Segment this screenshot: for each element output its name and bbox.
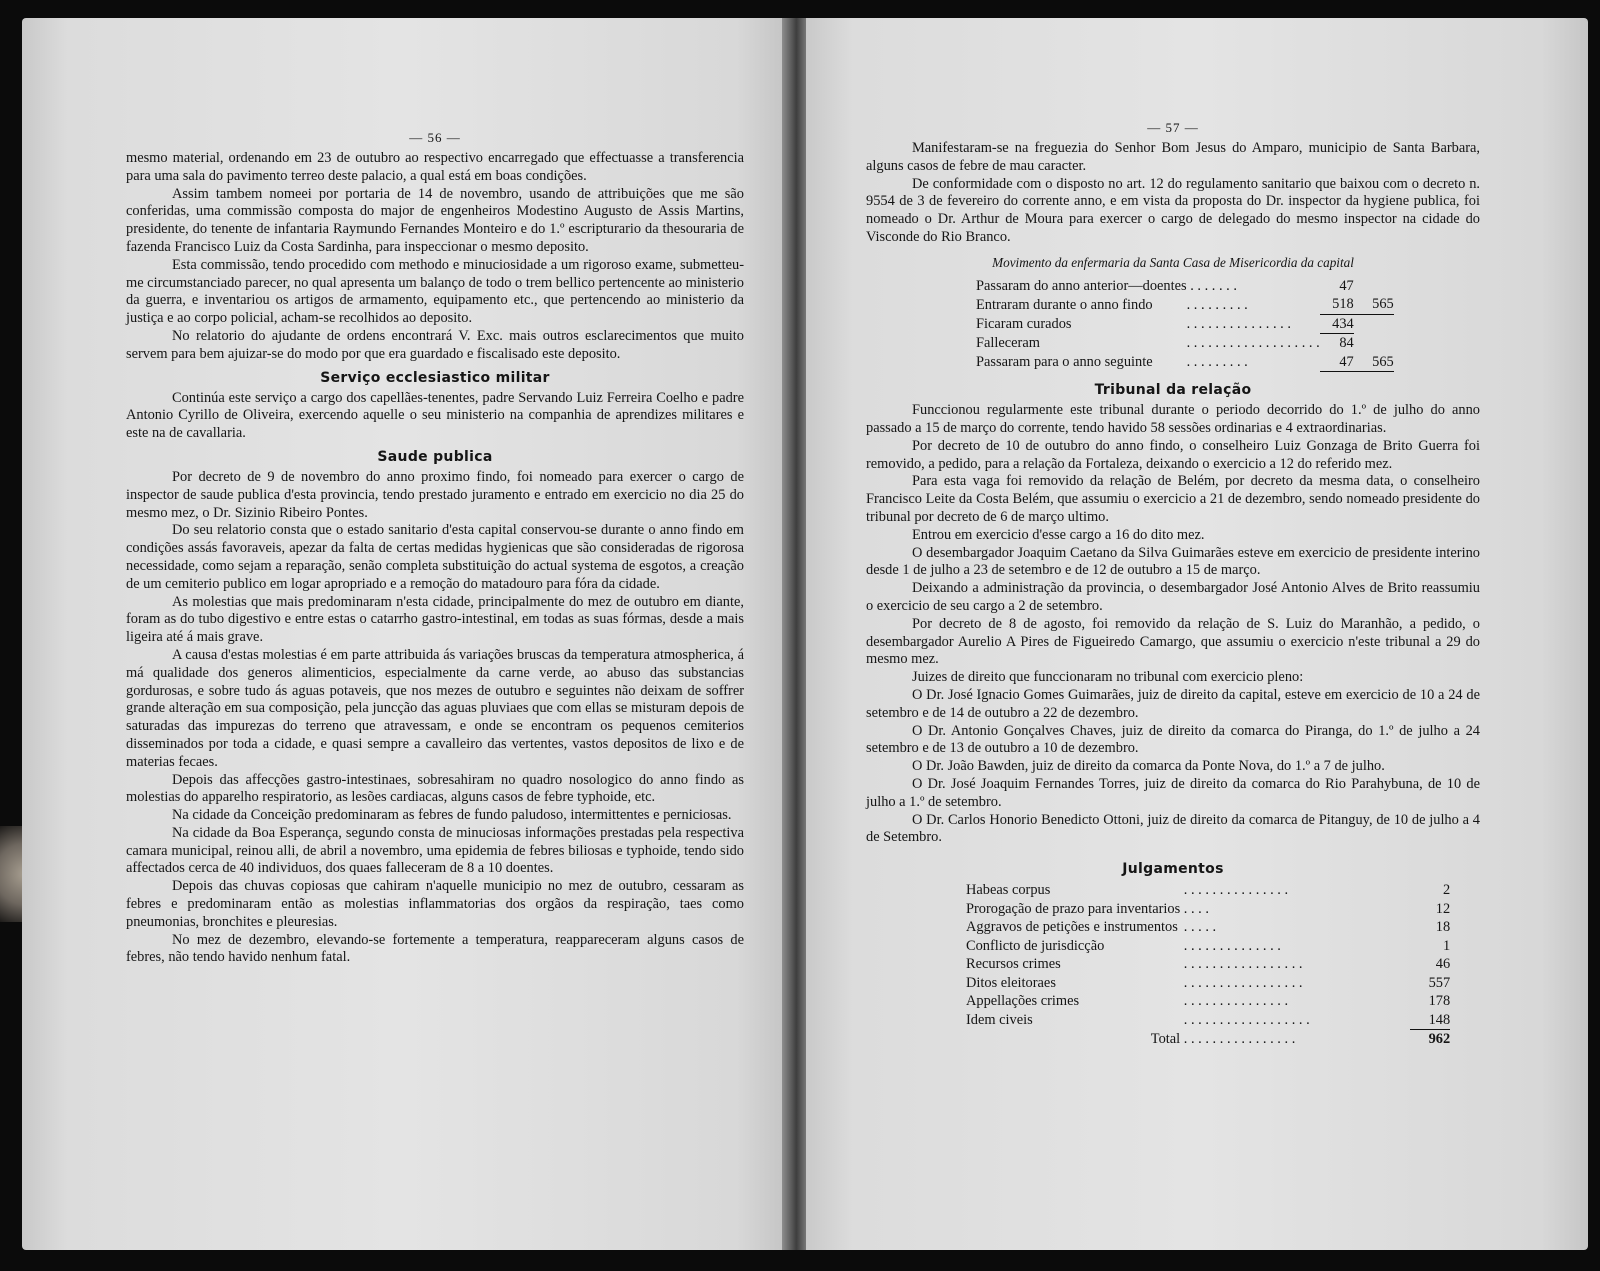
table-row: Prorogação de prazo para inventarios . . . . 12: [966, 900, 1451, 917]
row-label: Aggravos de petições e instrumentos: [966, 919, 1178, 936]
tribunal-section: [866, 402, 1480, 847]
table-row: Aggravos de petições e instrumentos . . . . . 18: [966, 919, 1451, 936]
paragraph: A causa d'estas molestias é em parte attribuida ás variações bruscas da temperatura atmospherica, á má qualidade dos generos alimenticios, especialmente da carne verde, ao abuso das substancias gordurosas, e sobre tudo ás aguas potaveis, que nos mezes de outubro e seguintes não deixam de soffrer grande alteração em sua composição, pela juncção das aguas pluviaes que com ellas se misturam depois de saturadas das impurezas do terreno que atravessam, e onde se encontram os pequenos cemiterios disseminados por toda a cidade, e quasi sempre a cavalleiro das vertentes, vastos depositos de lixo e de materias fecaes.: [126, 646, 744, 770]
table-row: Ficaram curados . . . . . . . . . . . . . . . 434: [976, 314, 1394, 334]
hospital-movement-table: [976, 277, 1394, 373]
table-row: Falleceram . . . . . . . . . . . . . . . . . . . 84: [976, 334, 1394, 353]
total-value: 962: [1428, 1031, 1451, 1048]
intro-section: [126, 150, 744, 364]
row-value: 1: [1442, 937, 1451, 954]
table-row: Conflicto de jurisdicção . . . . . . . . . . . . . . 1: [966, 937, 1451, 954]
page-number: — 56 —: [409, 130, 461, 145]
row-value: 434: [1320, 314, 1354, 334]
paragraph: Juizes de direito que funccionaram no tribunal com exercicio pleno:: [912, 669, 1304, 686]
paragraph: As molestias que mais predominaram n'esta cidade, principalmente do mez de outubro em diante, foram as do tubo digestivo e entre estas o catarrho gastro-intestinal, em todas as suas fórmas, desde a mais ligeira até á mais grave.: [126, 593, 744, 646]
paragraph: Por decreto de 10 de outubro do anno findo, o conselheiro Luiz Gonzaga de Brito Guerra foi removido, a pedido, para a relação da Fortaleza, deixando o exercicio a 12 do referido mez.: [866, 437, 1480, 472]
paragraph: Assim tambem nomeei por portaria de 14 de novembro, usando de attribuições que me são conferidas, uma commissão composta do major de engenheiros Modestino Augusto de Assis Martins, presidente, do tenente de infantaria Raymundo Fernandes Monteiro e do 1.º escripturario da thesouraria de fazenda Francisco Luiz da Costa Sardinha, para inspeccionar o mesmo deposito.: [126, 185, 744, 255]
page-number: — 57 —: [1147, 120, 1199, 135]
row-total: [1354, 334, 1394, 353]
row-value: 178: [1428, 993, 1451, 1010]
paragraph: Entrou em exercicio d'esse cargo a 16 do dito mez.: [912, 526, 1205, 543]
row-label: Entraram durante o anno findo: [976, 296, 1153, 313]
row-label: Ficaram curados: [976, 316, 1072, 333]
table-row: Habeas corpus . . . . . . . . . . . . . . . 2: [966, 882, 1451, 899]
paragraph: O desembargador Joaquim Caetano da Silva Guimarães esteve em exercicio de presidente interino desde 1 de julho a 23 de setembro e de 12 de outubro a 15 de março.: [866, 544, 1480, 579]
row-total: 565: [1372, 296, 1394, 313]
row-label: Passaram para o anno seguinte: [976, 354, 1153, 371]
paragraph: No mez de dezembro, elevando-se fortemente a temperatura, reappareceram alguns casos de febres, não tendo havido nenhum fatal.: [126, 931, 744, 966]
row-value: 47: [1320, 353, 1354, 372]
table-row: Passaram para o anno seguinte . . . . . . . . . 47 565: [976, 353, 1394, 371]
paragraph: Na cidade da Boa Esperança, segundo consta de minuciosas informações prestadas pela respectiva camara municipal, reinou alli, de abril a novembro, uma epidemia de febres biliosas e typhoide, tendo sido affectados cerca de 40 individuos, dos quaes falleceram de 8 a 10 doentes.: [126, 824, 744, 877]
row-value: 46: [1435, 956, 1451, 973]
table-row: Passaram do anno anterior—doentes . . . . . . . 47: [976, 277, 1394, 296]
paragraph: Depois das affecções gastro-intestinaes, sobresahiram no quadro nosologico do anno findo as molestias do apparelho respiratorio, as lesões cardiacas, alguns casos de febre typhoide, etc.: [126, 771, 744, 806]
left-page: [22, 18, 782, 1250]
row-label: Appellações crimes: [966, 993, 1080, 1010]
paragraph: Por decreto de 9 de novembro do anno proximo findo, foi nomeado para exercer o cargo de inspector de saude publica d'esta provincia, tendo prestado juramento e entrado em exercicio no dia 25 do mesmo mez, o Dr. Sizinio Ribeiro Pontes.: [126, 468, 744, 521]
paragraph: mesmo material, ordenando em 23 de outubro ao respectivo encarregado que effectuasse a transferencia para uma sala do pavimento terreo deste palacio, a qual está em boas condições.: [126, 150, 744, 184]
table-row: Appellações crimes . . . . . . . . . . . . . . . 178: [966, 993, 1451, 1010]
row-label: Falleceram: [976, 335, 1040, 352]
row-value: 12: [1435, 900, 1451, 917]
section-heading: Serviço ecclesiastico militar: [320, 369, 550, 386]
row-label: Ditos eleitoraes: [966, 974, 1056, 991]
row-value: 2: [1442, 882, 1451, 899]
book-spine: [782, 18, 806, 1250]
table-row: Entraram durante o anno findo . . . . . . . . . 518 565: [976, 296, 1394, 313]
paragraph: O Dr. Carlos Honorio Benedicto Ottoni, juiz de direito da comarca de Pitanguy, de 10 de julho a 4 de Setembro.: [866, 811, 1480, 846]
row-value: 148: [1410, 1011, 1450, 1030]
section-heading: Julgamentos: [1122, 861, 1224, 878]
paragraph: No relatorio do ajudante de ordens encontrará V. Exc. mais outros esclarecimentos que muito servem para bem ajuizar-se do modo por que era guardado e fiscalisado este deposito.: [126, 327, 744, 362]
paragraph: O Dr. João Bawden, juiz de direito da comarca da Ponte Nova, do 1.º a 7 de julho.: [912, 758, 1385, 775]
paragraph: O Dr. Antonio Gonçalves Chaves, juiz de direito da comarca do Piranga, do 1.º de julho a 24 setembro e de 13 de outubro a 10 de dezembro.: [866, 722, 1480, 757]
row-value: 47: [1339, 277, 1354, 294]
paragraph: Deixando a administração da provincia, o desembargador José Antonio Alves de Brito reassumiu o exercicio de seu cargo a 2 de setembro.: [866, 580, 1480, 615]
section-heading: Saude publica: [377, 448, 493, 465]
paragraph: Funccionou regularmente este tribunal durante o periodo decorrido do 1.º de julho do anno passado a 15 de março do corrente, tendo havido 58 sessões ordinarias e 4 extraordinarias.: [866, 402, 1480, 437]
row-label: Passaram do anno anterior—doentes: [976, 277, 1187, 294]
row-label: Conflicto de jurisdicção: [966, 937, 1105, 954]
row-value: 518: [1332, 296, 1354, 313]
row-total: [1354, 277, 1394, 296]
section-heading: Tribunal da relação: [1094, 382, 1252, 399]
paragraph: O Dr. José Joaquim Fernandes Torres, juiz de direito da comarca do Rio Parahybuna, de 10 de julho a 1.º de setembro.: [866, 776, 1480, 810]
paragraph: Depois das chuvas copiosas que cahiram n'aquelle municipio no mez de outubro, cessaram as febres e predominaram então as molestias inflammatorias dos orgãos da respiração, taes como pneumonias, bronchites e pleuresias.: [126, 878, 744, 930]
paragraph: O Dr. José Ignacio Gomes Guimarães, juiz de direito da capital, esteve em exercicio de 10 a 24 de setembro e de 14 de outubro a 22 de dezembro.: [866, 687, 1480, 721]
total-label: Total: [1150, 1031, 1181, 1048]
paragraph: Para esta vaga foi removido da relação de Belém, por decreto da mesma data, o conselheiro Francisco Leite da Costa Belém, que assumiu o exercicio a 21 de dezembro, sendo nomeado presidente do tribunal por decreto de 6 de março ultimo.: [866, 473, 1480, 526]
paragraph: Esta commissão, tendo procedido com methodo e minuciosidade a um rigoroso exame, submetteu-me circumstanciado parecer, no qual apresenta um balanço de todo o trem bellico pertencente ao ministerio da guerra, e inventariou os artigos de armamento, equipamento etc., que pertencendo ao ministerio da justiça e ao corpo policial, acham-se recolhidos ao deposito.: [126, 256, 744, 327]
paragraph: De conformidade com o disposto no art. 12 do regulamento sanitario que baixou com o decreto n. 9554 de 3 de fevereiro do corrente anno, e em vista da proposta do Dr. inspector da hygiene publica, foi nomeado o Dr. Arthur de Moura para exercer o cargo de delegado do mesmo inspector na cidade do Visconde do Rio Branco.: [866, 175, 1480, 245]
row-value: 557: [1428, 974, 1451, 991]
row-value: 84: [1339, 335, 1354, 352]
paragraph: Do seu relatorio consta que o estado sanitario d'esta capital conservou-se durante o anno findo em condições assás favoraveis, apezar da falta de certas medidas hygienicas que são consideradas de rigorosa necessidade, como sejam a reparação, senão completa substituição do actual systema de esgotos, a creação de um cemiterio publico em logar apropriado e a remoção do matadouro para fóra da cidade.: [126, 522, 744, 592]
row-total: [1354, 314, 1394, 334]
row-label: Prorogação de prazo para inventarios: [966, 900, 1181, 917]
table-row: Idem civeis . . . . . . . . . . . . . . . . . . 148: [966, 1011, 1451, 1029]
row-value: 18: [1435, 919, 1451, 936]
right-page: [806, 18, 1588, 1250]
table-row: Ditos eleitoraes . . . . . . . . . . . . . . . . . 557: [966, 974, 1451, 991]
table-row: Recursos crimes . . . . . . . . . . . . . . . . . 46: [966, 956, 1451, 973]
row-label: Habeas corpus: [966, 882, 1051, 899]
paragraph: Por decreto de 8 de agosto, foi removido da relação de S. Luiz do Maranhão, a pedido, o desembargador Aurelio A Pires de Figueiredo Camargo, que assumiu o exercicio n'este tribunal a 29 do mesmo mez.: [866, 615, 1480, 668]
row-total: 565: [1354, 353, 1394, 372]
total-row: Total . . . . . . . . . . . . . . . . 962: [966, 1030, 1450, 1049]
table-caption: Movimento da enfermaria da Santa Casa de Misericordia da capital: [992, 254, 1354, 270]
row-label: Recursos crimes: [966, 956, 1061, 973]
judgments-table: [966, 881, 1450, 1049]
row-label: Idem civeis: [966, 1012, 1033, 1029]
paragraph: Manifestaram-se na freguezia do Senhor Bom Jesus do Amparo, municipio de Santa Barbara, alguns casos de febre de mau caracter.: [866, 140, 1480, 174]
health-section: [126, 469, 744, 967]
paragraph: Na cidade da Conceição predominaram as febres de fundo paludoso, intermittentes e perniciosas.: [172, 807, 732, 824]
paragraph: Continúa este serviço a cargo dos capellães-tenentes, padre Servando Luiz Ferreira Coelho e padre Antonio Cyrillo de Oliveira, exercendo aquelle o seu ministerio na companhia de aprendizes militares e este na de cavallaria.: [126, 389, 744, 442]
